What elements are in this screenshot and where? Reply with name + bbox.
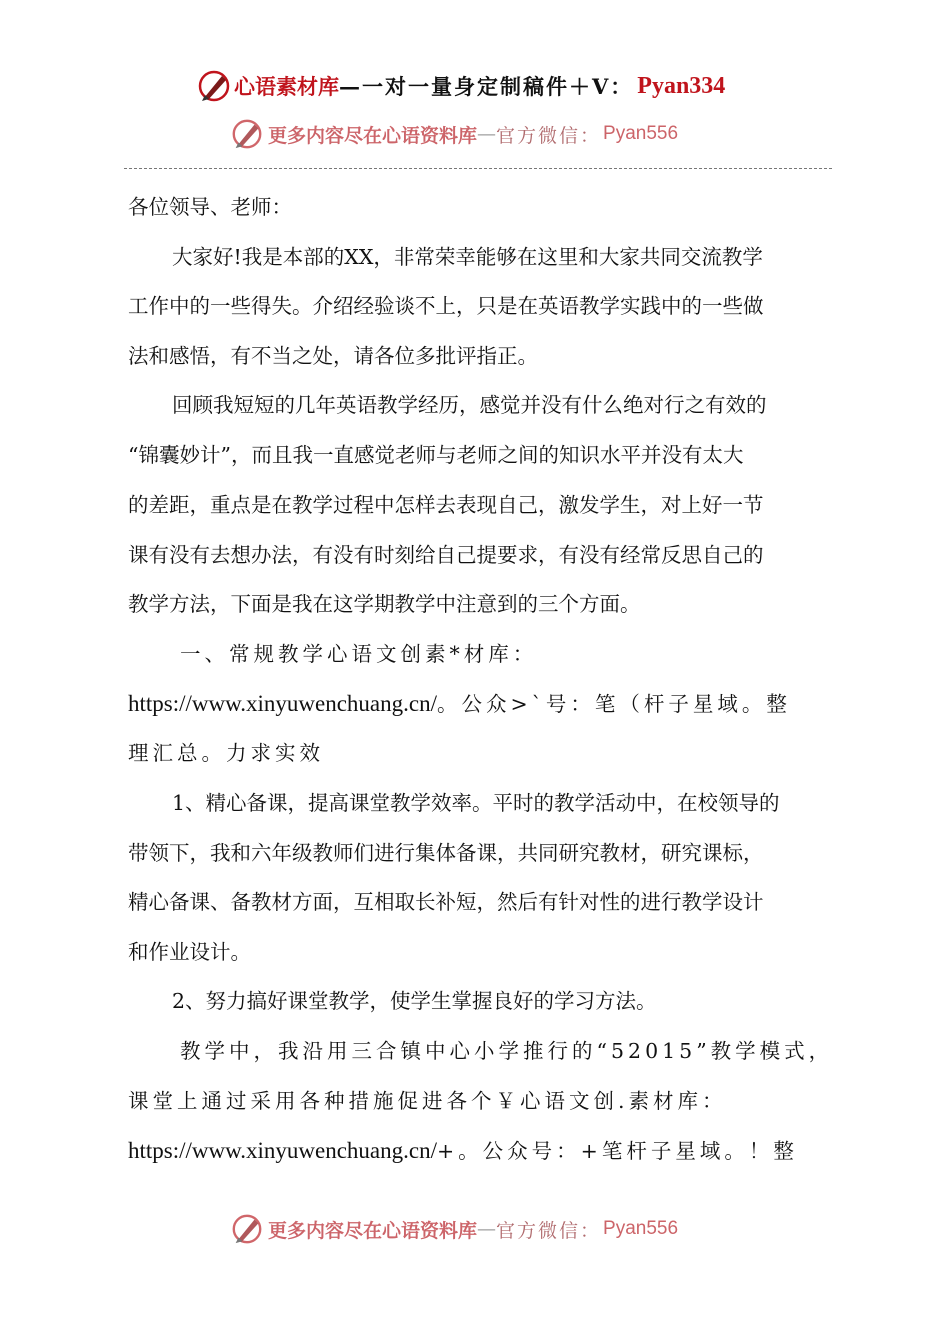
paragraph-line: 大家好!我是本部的XX，非常荣幸能够在这里和大家共同交流教学 — [172, 245, 763, 269]
paragraph-line: 的差距，重点是在教学过程中怎样去表现自己，激发学生，对上好一节 — [128, 493, 764, 517]
footer-banner — [230, 1211, 678, 1247]
paragraph-line: 2、努力搞好课堂教学，使学生掌握良好的学习方法。 — [172, 989, 657, 1013]
header-divider — [124, 168, 832, 169]
header-banner — [196, 66, 725, 106]
paragraph-line: 课堂上通过采用各种措施促进各个￥心语文创.素材库： — [128, 1089, 727, 1113]
footer-text: 更多内容尽在心语资料库 — [268, 1219, 478, 1242]
header-subbanner — [230, 116, 678, 152]
paragraph-text: 。公众>`号：笔（杆子星域。整 — [436, 692, 791, 716]
paragraph-line: 课有没有去想办法，有没有时刻给自己提要求，有没有经常反思自己的 — [128, 543, 764, 567]
subbanner-wechat-id: Pyan556 — [603, 123, 679, 144]
footer-wechat-id: Pyan556 — [603, 1218, 679, 1239]
pen-logo-icon — [230, 117, 264, 151]
pen-logo-icon — [230, 1212, 264, 1246]
source-url-link[interactable]: https://www.xinyuwenchuang.cn/ — [128, 691, 437, 716]
paragraph-line — [128, 1136, 798, 1166]
pen-logo-icon — [196, 68, 232, 104]
paragraph-line: 工作中的一些得失。介绍经验谈不上，只是在英语教学实践中的一些做 — [128, 294, 764, 318]
paragraph-line: 理汇总。力求实效 — [128, 741, 324, 765]
paragraph-line: “锦囊妙计”，而且我一直感觉老师与老师之间的知识水平并没有太大 — [128, 443, 744, 467]
subbanner-text: 更多内容尽在心语资料库 — [268, 124, 478, 147]
paragraph-line: 法和感悟，有不当之处，请各位多批评指正。 — [128, 344, 538, 368]
source-url-link[interactable]: https://www.xinyuwenchuang.cn/ — [128, 1138, 437, 1163]
header-tagline: —一对一量身定制稿件＋V： — [339, 74, 634, 99]
paragraph-line: 教学方法，下面是我在这学期教学中注意到的三个方面。 — [128, 592, 641, 616]
paragraph-line: 和作业设计。 — [128, 940, 251, 964]
paragraph-line: 精心备课、备教材方面，互相取长补短，然后有针对性的进行教学设计 — [128, 890, 764, 914]
paragraph-text: +。公众号：+笔杆子星域。！整 — [436, 1139, 798, 1163]
footer-dash: — — [477, 1218, 497, 1240]
subbanner-dash: — — [477, 123, 497, 145]
salutation: 各位领导、老师： — [128, 195, 292, 219]
paragraph-line: 1、精心备课，提高课堂教学效率。平时的教学活动中，在校领导的 — [172, 791, 780, 815]
header-contact-id: Pyan334 — [637, 72, 726, 99]
footer-wechat-label: 官方微信： — [496, 1219, 602, 1242]
brand-name: 心语素材库 — [234, 74, 339, 99]
section-heading: 一、常规教学心语文创素*材库： — [180, 642, 538, 666]
subbanner-wechat-label: 官方微信： — [496, 124, 602, 147]
paragraph-line: 带领下，我和六年级教师们进行集体备课，共同研究教材，研究课标， — [128, 841, 764, 865]
paragraph-line — [128, 689, 791, 719]
paragraph-line: 回顾我短短的几年英语教学经历，感觉并没有什么绝对行之有效的 — [172, 393, 767, 417]
paragraph-line: 教学中，我沿用三合镇中心小学推行的“52015”教学模式， — [180, 1039, 834, 1063]
